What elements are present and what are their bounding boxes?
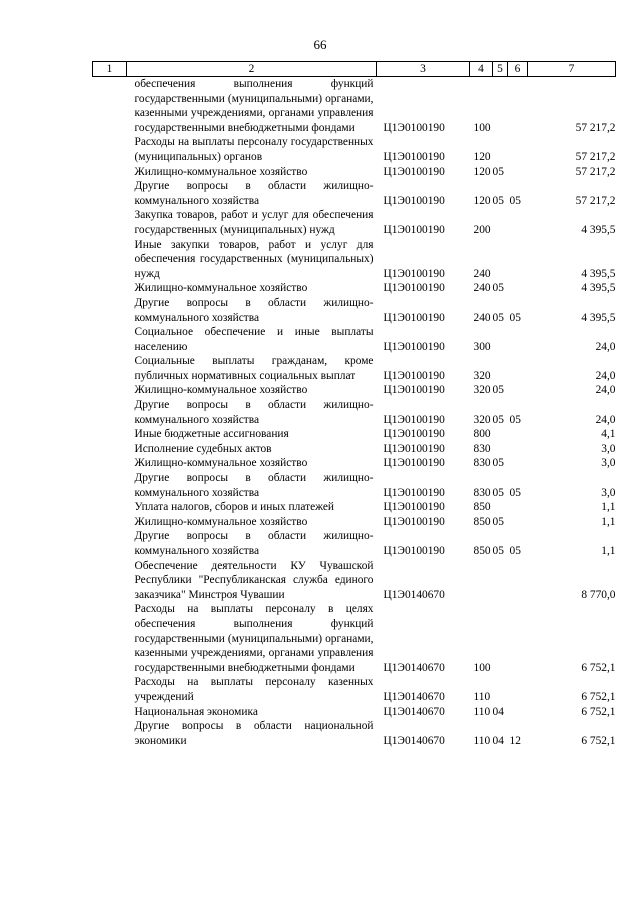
row-name: Закупка товаров, работ и услуг для обеспечения государственных (муниципальных) нужд [134,209,374,236]
row-target-code: Ц1Э0100190 [383,340,445,353]
row-number-cell [93,442,127,457]
table-row [93,471,616,500]
row-subsection [508,427,528,442]
row-subsection [508,354,528,383]
row-target-code: Ц1Э0100190 [383,501,445,514]
table-row [93,529,616,558]
row-section [493,500,508,515]
row-subsection [508,325,528,354]
row-section [493,77,508,136]
row-subsection [508,208,528,237]
row-name: Иные закупки товаров, работ и услуг для обеспечения государственных (муниципальных) нужд [134,238,374,280]
row-name: Другие вопросы в области жилищно-коммунального хозяйства [134,530,374,557]
row-subsection [508,383,528,398]
row-amount: 24,0 [595,413,616,426]
row-number-cell [93,500,127,515]
row-section [493,602,508,675]
row-expense-type: 850 [473,545,491,557]
header-col-6: 6 [508,62,528,77]
row-amount: 57 217,2 [575,165,616,178]
row-subsection [508,515,528,530]
row-section [493,442,508,457]
row-name: Другие вопросы в области национальной экономики [134,720,374,747]
row-section [493,559,508,603]
row-expense-type: 240 [473,282,491,295]
row-expense-type: 120 [473,150,491,163]
row-name: Другие вопросы в области жилищно-коммунального хозяйства [134,472,374,499]
row-number-cell [93,354,127,383]
row-number-cell [93,456,127,471]
row-target-code: Ц1Э0100190 [383,457,445,470]
row-target-code: Ц1Э0100190 [383,413,445,426]
row-number-cell [93,529,127,558]
row-expense-type: 320 [473,369,491,382]
table-row [93,442,616,457]
row-name: Исполнение судебных актов [134,442,272,455]
row-target-code: Ц1Э0100190 [383,223,445,236]
row-subsection: 05 [509,194,521,207]
row-expense-type: 320 [473,384,491,397]
row-number-cell [93,179,127,208]
row-number-cell [93,281,127,296]
table-row [93,515,616,530]
row-number-cell [93,238,127,282]
table-row [93,238,616,282]
row-subsection: 05 [509,486,521,499]
row-subsection [508,675,528,704]
table-row [93,281,616,296]
row-section: 05 [492,515,504,528]
table-body [93,77,616,749]
row-target-code: Ц1Э0140670 [383,588,445,601]
row-section: 05 [492,457,504,470]
row-name: Социальные выплаты гражданам, кроме публичных нормативных социальных выплат [134,355,374,382]
table-row [93,456,616,471]
row-name: Другие вопросы в области жилищно-коммунального хозяйства [134,399,374,426]
row-section: 04 [492,734,504,747]
row-subsection [508,559,528,603]
row-expense-type: 830 [473,486,491,499]
row-amount: 57 217,2 [575,194,616,207]
row-number-cell [93,325,127,354]
row-section: 05 [492,384,504,397]
row-amount: 4 395,5 [581,223,616,236]
row-section [493,427,508,442]
table-row [93,398,616,427]
row-subsection: 05 [509,311,521,324]
row-name: Жилищно-коммунальное хозяйство [134,457,308,470]
row-amount: 4 395,5 [581,282,616,295]
row-subsection [508,281,528,296]
row-expense-type: 300 [473,340,491,353]
row-section: 05 [492,545,504,557]
table-row [93,165,616,180]
row-expense-type: 100 [473,121,491,134]
table-row [93,179,616,208]
row-target-code: Ц1Э0140670 [383,690,445,703]
row-amount: 24,0 [595,340,616,353]
row-expense-type: 110 [473,734,491,747]
row-number-cell [93,77,127,136]
table-row [93,383,616,398]
row-number-cell [93,675,127,704]
row-amount: 1,1 [601,545,616,557]
table-row [93,675,616,704]
row-subsection [508,500,528,515]
row-expense-type [470,559,493,603]
row-subsection: 05 [509,545,521,557]
row-target-code: Ц1Э0100190 [383,121,445,134]
row-amount: 1,1 [601,515,616,528]
row-subsection [508,442,528,457]
table-row [93,354,616,383]
row-section [493,208,508,237]
header-col-4: 4 [470,62,493,77]
row-section: 05 [492,194,504,207]
row-amount: 6 752,1 [581,661,616,674]
row-amount: 4 395,5 [581,311,616,324]
row-target-code: Ц1Э0100190 [383,267,445,280]
budget-table [92,61,616,748]
table-row [93,559,616,603]
row-amount: 6 752,1 [581,734,616,747]
table-row [93,135,616,164]
table-row [93,602,616,675]
row-amount: 4 395,5 [581,267,616,280]
row-target-code: Ц1Э0100190 [383,165,445,178]
row-name: Другие вопросы в области жилищно-коммунального хозяйства [134,180,374,207]
row-target-code: Ц1Э0140670 [383,734,445,747]
row-name: обеспечения выполнения функций государственными (муниципальными) органами, казенными учреждениями, органами управления государственными внебюджетными фондами [134,78,374,134]
row-target-code: Ц1Э0140670 [383,661,445,674]
row-section [493,675,508,704]
row-name: Жилищно-коммунальное хозяйство [134,515,308,528]
row-subsection [508,705,528,720]
row-number-cell [93,165,127,180]
row-section [493,325,508,354]
row-target-code: Ц1Э0100190 [383,282,445,295]
row-section [493,354,508,383]
row-subsection: 12 [509,734,521,747]
row-target-code: Ц1Э0100190 [383,369,445,382]
row-expense-type: 830 [473,442,491,455]
row-expense-type: 110 [473,705,491,718]
row-name: Расходы на выплаты персоналу государственных (муниципальных) органов [134,136,374,163]
row-amount: 57 217,2 [575,150,616,163]
row-target-code: Ц1Э0100190 [383,150,445,163]
row-subsection: 05 [509,413,521,426]
table-row [93,77,616,136]
row-amount: 6 752,1 [581,690,616,703]
table-header [93,62,616,77]
row-target-code: Ц1Э0140670 [383,705,445,718]
row-expense-type: 850 [473,501,491,514]
row-subsection [508,135,528,164]
row-subsection [508,77,528,136]
row-amount: 24,0 [595,384,616,397]
row-target-code: Ц1Э0100190 [383,545,445,557]
row-subsection [508,238,528,282]
header-col-7: 7 [528,62,616,77]
row-section [493,238,508,282]
row-expense-type: 320 [473,413,491,426]
row-amount: 8 770,0 [581,588,616,601]
row-amount: 6 752,1 [581,705,616,718]
row-expense-type: 850 [473,515,491,528]
header-col-2: 2 [127,62,377,77]
row-expense-type: 830 [473,457,491,470]
row-section: 05 [492,165,504,178]
row-amount: 3,0 [601,442,616,455]
table-row [93,325,616,354]
row-name: Другие вопросы в области жилищно-коммунального хозяйства [134,296,374,324]
row-section: 05 [492,413,504,426]
header-col-3: 3 [377,62,470,77]
table-row [93,500,616,515]
row-name: Жилищно-коммунальное хозяйство [134,165,308,178]
row-number-cell [93,208,127,237]
row-name: Жилищно-коммунальное хозяйство [134,384,308,397]
row-amount: 3,0 [601,457,616,470]
row-expense-type: 240 [473,267,491,280]
row-expense-type: 800 [473,428,491,441]
row-subsection [508,602,528,675]
row-number-cell [93,471,127,500]
row-number-cell [93,383,127,398]
row-target-code: Ц1Э0100190 [383,442,445,455]
table-row [93,719,616,748]
row-amount: 4,1 [601,428,616,441]
row-amount: 1,1 [601,501,616,514]
row-name: Жилищно-коммунальное хозяйство [134,282,308,295]
row-number-cell [93,427,127,442]
row-name: Иные бюджетные ассигнования [134,428,289,441]
header-col-1: 1 [93,62,127,77]
row-number-cell [93,296,127,325]
row-amount: 57 217,2 [575,121,616,134]
row-target-code: Ц1Э0100190 [383,515,445,528]
row-name: Социальное обеспечение и иные выплаты населению [134,326,374,353]
row-expense-type: 110 [473,690,491,703]
row-section: 05 [492,311,504,324]
row-name: Расходы на выплаты персоналу казенных учреждений [134,676,374,703]
row-subsection [508,165,528,180]
row-target-code: Ц1Э0100190 [383,384,445,397]
header-col-5: 5 [493,62,508,77]
row-name: Национальная экономика [134,705,258,718]
row-subsection [508,456,528,471]
row-target-code: Ц1Э0100190 [383,486,445,499]
row-amount: 3,0 [601,486,616,499]
row-section: 05 [492,282,504,295]
row-number-cell [93,705,127,720]
row-section: 04 [492,705,504,718]
row-expense-type: 100 [473,661,491,674]
row-number-cell [93,602,127,675]
table-row [93,296,616,325]
table-row [93,208,616,237]
row-name: Расходы на выплаты персоналу в целях обеспечения выполнения функций государственными (муниципальными) органами, казенными учреждениями, органами управления государственными внебюджетными фондами [134,603,374,674]
table-row [93,427,616,442]
row-name: Обеспечение деятельности КУ Чувашской Республики "Республиканская служба единого заказчика" Минстроя Чувашии [134,559,374,601]
row-target-code: Ц1Э0100190 [383,311,445,324]
row-number-cell [93,719,127,748]
row-expense-type: 120 [473,194,491,207]
row-target-code: Ц1Э0100190 [383,428,445,441]
row-name: Уплата налогов, сборов и иных платежей [134,501,334,514]
row-section [493,135,508,164]
row-section: 05 [492,486,504,499]
row-amount: 24,0 [595,369,616,382]
row-expense-type: 240 [473,311,491,324]
row-number-cell [93,398,127,427]
row-expense-type: 120 [473,165,491,178]
page-number: 66 [313,37,327,52]
row-number-cell [93,559,127,603]
row-expense-type: 200 [473,223,491,236]
row-target-code: Ц1Э0100190 [383,194,445,207]
row-number-cell [93,515,127,530]
table-row [93,705,616,720]
row-number-cell [93,135,127,164]
